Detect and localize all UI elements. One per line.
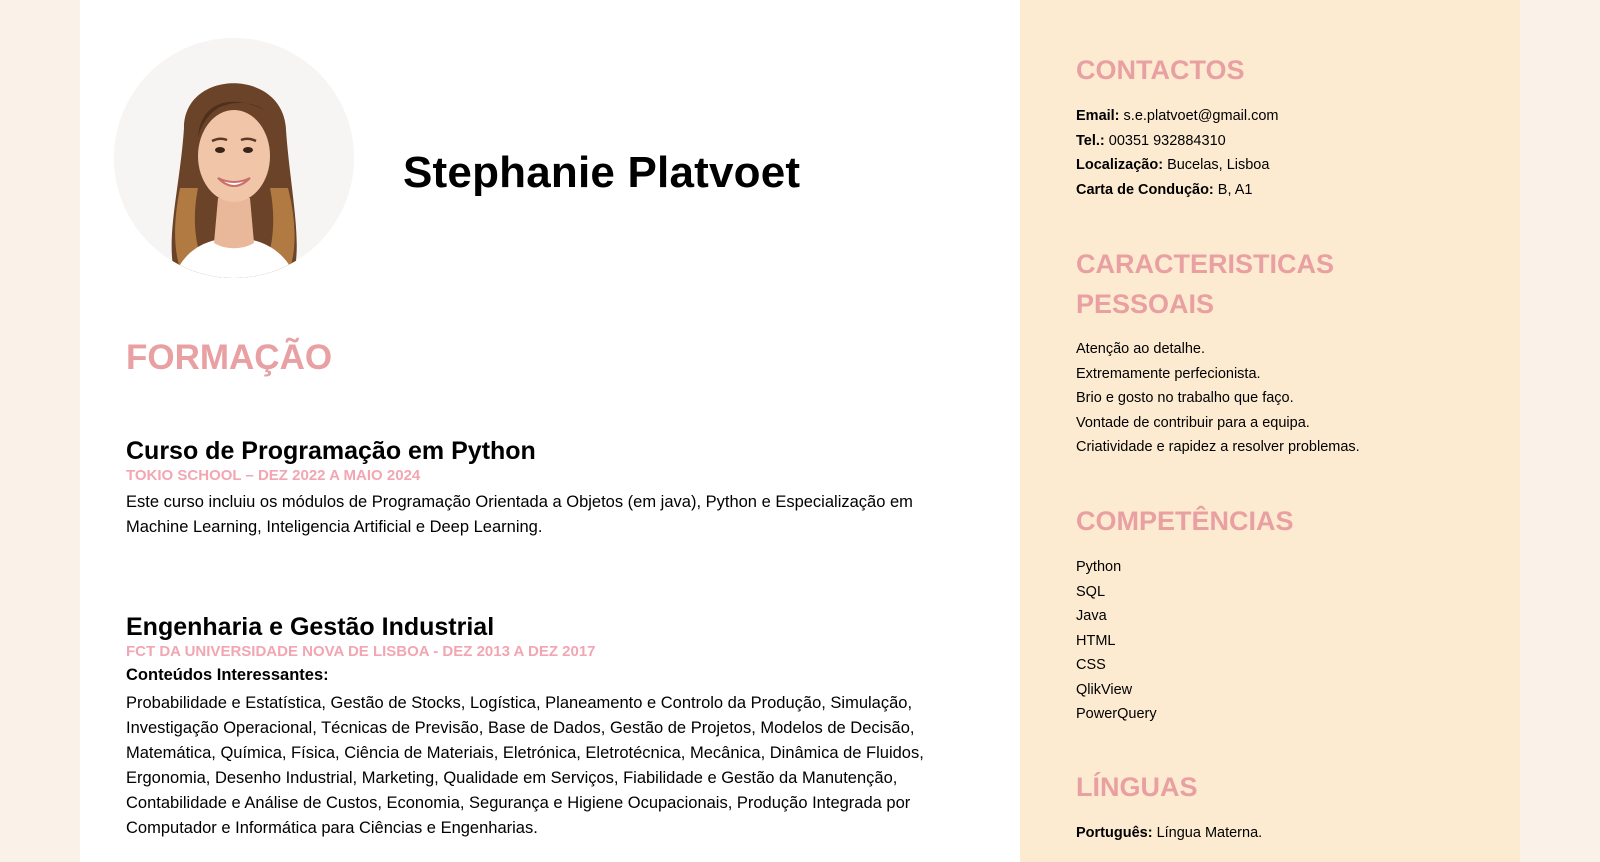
contact-phone: Tel.: 00351 932884310: [1076, 132, 1226, 149]
list-item: Português: Língua Materna.: [1076, 825, 1263, 841]
portrait-image: [114, 38, 354, 278]
sidebar: [1020, 0, 1520, 862]
cv-page: [80, 0, 1520, 862]
list-item: QlikView: [1076, 681, 1133, 698]
education-entry: [126, 436, 946, 540]
competencias-title: COMPETÊNCIAS: [1076, 506, 1294, 536]
email-link[interactable]: s.e.platvoet@gmail.com: [1123, 108, 1279, 124]
formacao-title: FORMAÇÃO: [126, 338, 333, 377]
skills-list: [1076, 555, 1157, 727]
contact-email: Email: s.e.platvoet@gmail.com: [1076, 108, 1279, 124]
list-item: SQL: [1076, 583, 1106, 600]
languages-list: [1076, 821, 1262, 846]
profile-photo: [114, 38, 354, 278]
list-item: Criatividade e rapidez a resolver problemas.: [1076, 439, 1360, 455]
list-item: HTML: [1076, 632, 1116, 649]
education-subheading: Conteúdos Interessantes:: [126, 666, 329, 684]
education-description: Probabilidade e Estatística, Gestão de Stocks, Logística, Planeamento e Controlo da Produção, Simulação, Investigação Operacional, Técnicas de Previsão, Base de Dados, Gestão de Projetos, Modelos de Decisão, Matemática, Química, Física, Ciência de Materiais, Eletrónica, Eletrotécnica, Mecânica, Dinâmica de Fluidos, Ergonomia, Desenho Industrial, Marketing, Qualidade em Serviços, Fiabilidade e Gestão da Manutenção, Contabilidade e Análise de Custos, Economia, Segurança e Higiene Ocupacionais, Produção Integrada por Computador e Informática para Ciências e Engenharias.: [126, 694, 924, 837]
education-entry: [126, 612, 946, 841]
education-meta: TOKIO SCHOOL – DEZ 2022 A MAIO 2024: [126, 467, 421, 484]
list-item: CSS: [1076, 657, 1106, 673]
education-meta: FCT DA UNIVERSIDADE NOVA DE LISBOA - DEZ 2013 A DEZ 2017: [126, 643, 596, 660]
education-course-title: Engenharia e Gestão Industrial: [126, 613, 495, 641]
list-item: Extremamente perfecionista.: [1076, 365, 1261, 382]
contact-license: Carta de Condução: B, A1: [1076, 181, 1253, 198]
main-column: [80, 0, 1020, 862]
caracteristicas-title: CARACTERISTICAS PESSOAIS: [1076, 249, 1335, 319]
contact-list: [1076, 104, 1279, 202]
candidate-name: Stephanie Platvoet: [403, 148, 801, 197]
contact-location: Localização: Bucelas, Lisboa: [1076, 157, 1270, 173]
education-course-title: Curso de Programação em Python: [126, 437, 536, 465]
list-item: Vontade de contribuir para a equipa.: [1076, 414, 1310, 431]
list-item: PowerQuery: [1076, 706, 1157, 722]
list-item: Java: [1076, 608, 1107, 624]
contactos-title: CONTACTOS: [1076, 55, 1245, 85]
list-item: Python: [1076, 559, 1122, 575]
list-item: Brio e gosto no trabalho que faço.: [1076, 390, 1294, 406]
linguas-title: LÍNGUAS: [1076, 772, 1198, 802]
education-description: Este curso incluiu os módulos de Programação Orientada a Objetos (em java), Python e Especialização em Machine Learning, Inteligencia Artificial e Deep Learning.: [126, 493, 913, 536]
list-item: Atenção ao detalhe.: [1076, 341, 1205, 357]
personal-traits-list: [1076, 337, 1360, 460]
